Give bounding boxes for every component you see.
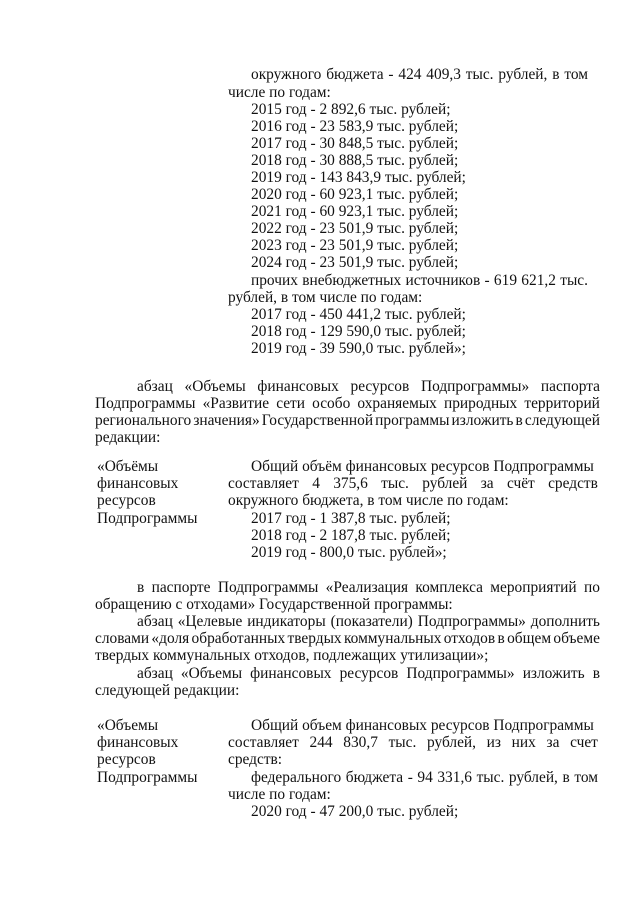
word: внебюджетных	[302, 272, 402, 289]
word: «Развитие	[202, 395, 270, 412]
year-amount-line: 2023 год - 23 501,9 тыс. рублей;	[251, 237, 459, 254]
word: тыс.	[381, 475, 409, 492]
word: финансовых	[257, 378, 339, 395]
word: «Реализация	[325, 579, 409, 596]
word: программы	[375, 412, 450, 429]
table-value-line: Общий объём финансовых ресурсов Подпрограммы	[251, 458, 594, 475]
word: (показатели)	[330, 613, 413, 630]
year-amount-line: 2018 год - 30 888,5 тыс. рублей;	[251, 152, 459, 169]
word: том	[564, 66, 588, 83]
text-line: редакции:	[95, 429, 161, 446]
word: за	[546, 734, 560, 751]
word: 4	[312, 475, 320, 492]
table-value-line	[228, 734, 598, 751]
word: тыс.	[465, 66, 494, 83]
word: в	[562, 769, 570, 786]
word: Подпрограммы	[217, 579, 319, 596]
year-amount-line: 2017 год - 30 848,5 тыс. рублей;	[251, 135, 459, 152]
word: -	[484, 272, 490, 289]
word: средств	[548, 475, 598, 492]
word: «доля	[151, 630, 190, 647]
text-line	[137, 613, 600, 630]
text-line: обращению с отходами» Государственной программы:	[95, 596, 453, 613]
word: финансовых	[250, 665, 332, 682]
year-amount-line: 2015 год - 2 892,6 тыс. рублей;	[251, 101, 451, 118]
text-line	[137, 378, 600, 395]
word: в	[592, 665, 600, 682]
word: за	[480, 475, 494, 492]
word: дополнить	[530, 613, 600, 630]
year-amount-line: 2020 год - 47 200,0 тыс. рублей;	[251, 803, 459, 820]
table-label-line: финансовых	[97, 475, 179, 492]
word: Государственной	[261, 412, 374, 429]
table-label-line: ресурсов	[97, 751, 156, 768]
word: общем	[507, 630, 552, 647]
table-label-line: финансовых	[97, 734, 179, 751]
table-label-line: Подпрограммы	[97, 769, 198, 786]
word: тыс.	[388, 734, 417, 751]
word: бюджета	[345, 769, 404, 786]
word: Подпрограммы»	[406, 665, 515, 682]
word: источников	[405, 272, 481, 289]
word: значения»	[193, 412, 260, 429]
word: том	[574, 769, 598, 786]
word: из	[486, 734, 501, 751]
text-line	[251, 272, 588, 289]
word: «Целевые	[177, 613, 243, 630]
text-line	[95, 412, 600, 429]
word: паспорта	[540, 378, 600, 395]
word: обработанных	[191, 630, 286, 647]
year-amount-line: 2019 год - 39 590,0 тыс. рублей»;	[251, 340, 466, 357]
table-label-line: «Объёмы	[97, 458, 159, 475]
table-label-line: Подпрограммы	[97, 510, 198, 527]
text-line: твердых коммунальных отходов, подлежащих утилизации»;	[95, 647, 489, 664]
word: 409,3	[426, 66, 461, 83]
table-value-line: окружного бюджета, в том числе по годам:	[228, 492, 509, 509]
year-amount-line: 2019 год - 800,0 тыс. рублей»;	[251, 544, 447, 561]
word: «Объемы	[184, 378, 246, 395]
word: паспорте	[151, 579, 211, 596]
word: 621,2	[521, 272, 556, 289]
word: прочих	[251, 272, 298, 289]
text-line	[95, 395, 600, 412]
text-line: числе по годам:	[228, 84, 331, 101]
word: по	[584, 579, 600, 596]
word: -	[407, 769, 413, 786]
word: регионального	[95, 412, 192, 429]
word: ресурсов	[350, 378, 410, 395]
word: тыс.	[476, 769, 505, 786]
word: федерального	[251, 769, 342, 786]
text-line	[137, 579, 600, 596]
word: отходов	[443, 630, 496, 647]
word: Подпрограммы»	[420, 378, 530, 395]
word: составляет	[228, 734, 299, 751]
word: «Объемы	[180, 665, 243, 682]
text-line: следующей редакции:	[95, 682, 240, 699]
word: -	[388, 66, 394, 83]
word: индикаторы	[247, 613, 326, 630]
text-line	[95, 630, 600, 647]
table-value-line: Общий объем финансовых ресурсов Подпрограммы	[251, 717, 594, 734]
word: изложить	[522, 665, 585, 682]
word: объеме	[553, 630, 600, 647]
year-amount-line: 2017 год - 450 441,2 тыс. рублей;	[251, 306, 466, 323]
word: особо	[312, 395, 351, 412]
word: абзац	[137, 665, 173, 682]
word: 375,6	[333, 475, 368, 492]
word: в	[552, 66, 560, 83]
word: коммунальных	[343, 630, 442, 647]
text-line	[251, 66, 588, 83]
word: мероприятий	[490, 579, 577, 596]
word: рублей,	[498, 66, 548, 83]
word: окружного	[251, 66, 322, 83]
word: природных	[444, 395, 518, 412]
table-value-line	[228, 475, 598, 492]
table-label-line: ресурсов	[97, 492, 156, 509]
year-amount-line: 2016 год - 23 583,9 тыс. рублей;	[251, 118, 459, 135]
text-line: рублей, в том числе по годам:	[228, 289, 423, 306]
year-amount-line: 2019 год - 143 843,9 тыс. рублей;	[251, 169, 466, 186]
word: них	[511, 734, 536, 751]
word: в	[137, 579, 145, 596]
table-value-line: числе по годам:	[228, 786, 331, 803]
word: бюджета	[326, 66, 384, 83]
word: 331,6	[437, 769, 472, 786]
word: 830,7	[343, 734, 378, 751]
table-value-line: средств:	[228, 751, 283, 768]
word: рублей	[422, 475, 468, 492]
word: 424	[398, 66, 422, 83]
word: словами	[95, 630, 150, 647]
word: изложить	[451, 412, 514, 429]
table-value-line	[251, 769, 598, 786]
word: счёт	[506, 475, 535, 492]
word: тыс.	[560, 272, 588, 289]
word: Подпрограммы	[95, 395, 196, 412]
word: 619	[493, 272, 518, 289]
word: рублей,	[508, 769, 558, 786]
year-amount-line: 2018 год - 2 187,8 тыс. рублей;	[251, 527, 451, 544]
word: счет	[570, 734, 598, 751]
word: твердых	[287, 630, 342, 647]
word: рублей,	[426, 734, 477, 751]
year-amount-line: 2018 год - 129 590,0 тыс. рублей;	[251, 323, 466, 340]
year-amount-line: 2020 год - 60 923,1 тыс. рублей;	[251, 186, 459, 203]
word: в	[497, 630, 505, 647]
word: 94	[417, 769, 433, 786]
word: составляет	[228, 475, 299, 492]
word: территорий	[524, 395, 600, 412]
year-amount-line: 2021 год - 60 923,1 тыс. рублей;	[251, 203, 459, 220]
text-line	[137, 665, 600, 682]
word: сети	[276, 395, 306, 412]
word: абзац	[137, 613, 173, 630]
word: комплекса	[415, 579, 483, 596]
word: 244	[309, 734, 333, 751]
word: следующей	[524, 412, 600, 429]
word: абзац	[137, 378, 173, 395]
word: ресурсов	[339, 665, 399, 682]
year-amount-line: 2017 год - 1 387,8 тыс. рублей;	[251, 510, 451, 527]
table-label-line: «Объемы	[97, 717, 159, 734]
word: в	[515, 412, 523, 429]
word: охраняемых	[357, 395, 437, 412]
year-amount-line: 2022 год - 23 501,9 тыс. рублей;	[251, 220, 459, 237]
year-amount-line: 2024 год - 23 501,9 тыс. рублей;	[251, 254, 459, 271]
word: Подпрограммы»	[417, 613, 526, 630]
